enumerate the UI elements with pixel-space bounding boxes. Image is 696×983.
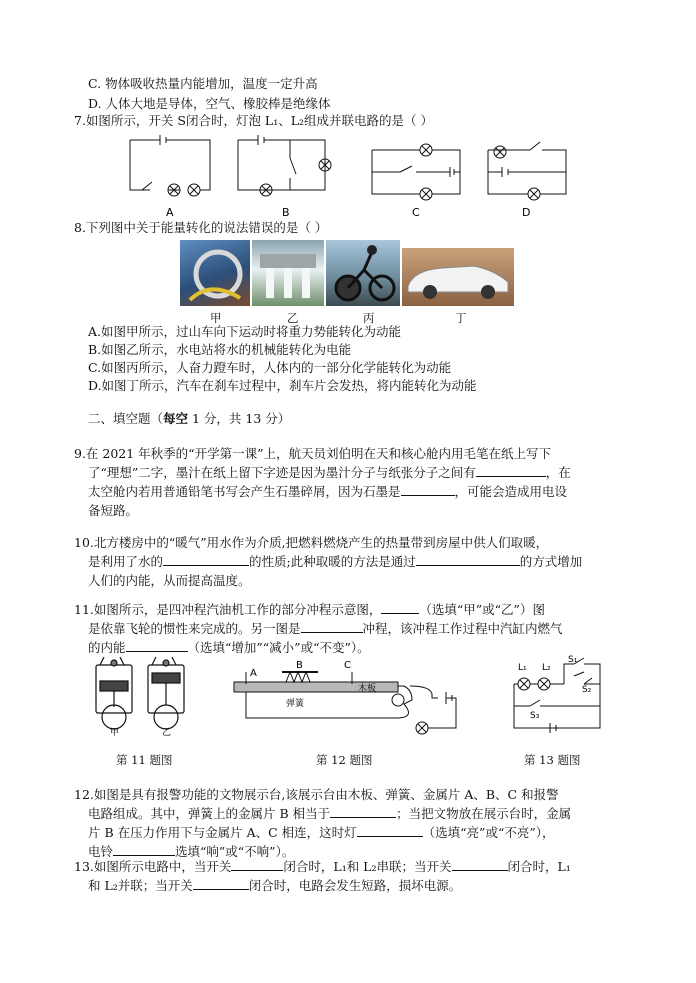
answer-blank[interactable] bbox=[381, 601, 419, 614]
answer-blank[interactable] bbox=[452, 858, 508, 871]
q11-text-d: 冲程，该冲程工作过程中汽缸内燃气 bbox=[362, 621, 563, 636]
answer-blank[interactable] bbox=[416, 553, 520, 566]
photo-label-jia: 甲 bbox=[210, 311, 222, 325]
section-2-bold: 每空 bbox=[163, 411, 189, 426]
hydropower-photo bbox=[252, 240, 324, 306]
question-9-line-2 bbox=[88, 464, 571, 481]
q12-text-f: 选填“响”或“不响”）。 bbox=[175, 844, 295, 859]
q12-text-e: 电铃 bbox=[88, 844, 114, 859]
answer-blank[interactable] bbox=[330, 805, 396, 818]
q12-text-a: 电路组成。其中，弹簧上的金属片 B 相当于 bbox=[88, 806, 331, 821]
answer-blank[interactable] bbox=[231, 858, 283, 871]
q13-text-d: 和 L₂并联；当开关 bbox=[88, 878, 193, 893]
q11-text-e: 的内能 bbox=[88, 640, 126, 655]
q10-text-c: 的方式增加 bbox=[519, 554, 583, 569]
question-11-line-1 bbox=[74, 601, 545, 618]
q11-text-f: （选填“增加”“减小”或“不变”）。 bbox=[187, 640, 370, 655]
q9-text-a: 了“理想”二字，墨汁在纸上留下字迹是因为墨汁分子与纸张分子之间有 bbox=[88, 465, 476, 480]
question-11-line-2 bbox=[88, 620, 563, 637]
q11-text-c: 是依靠飞轮的惯性来完成的。另一图是 bbox=[88, 621, 301, 636]
q13-text-a: 13.如图所示电路中，当开关 bbox=[74, 859, 232, 874]
engine-stroke-figure bbox=[88, 655, 200, 737]
question-10-line-2 bbox=[88, 553, 582, 570]
circuit-label-a: A bbox=[166, 206, 174, 219]
question-8-option-b: B.如图乙所示，水电站将水的机械能转化为电能 bbox=[88, 342, 352, 357]
question-13-line-1 bbox=[74, 858, 571, 875]
car-photo bbox=[402, 248, 514, 306]
question-12-line-1: 12.如图是具有报警功能的文物展示台,该展示台由木板、弹簧、金属片 A、B、C 和报警 bbox=[74, 787, 559, 802]
q12-text-d: （选填“亮”或“不亮”）， bbox=[422, 825, 555, 840]
q9-text-d: ，可能会造成用电设 bbox=[454, 484, 568, 499]
question-7-circuits bbox=[120, 130, 580, 222]
question-9-line-1: 9.在 2021 年秋季的“开学第一课”上，航天员刘伯明在天和核心舱内用毛笔在纸上写下 bbox=[74, 446, 551, 461]
q10-text-a: 是利用了水的 bbox=[88, 554, 164, 569]
answer-blank[interactable] bbox=[113, 843, 175, 856]
option-c: C. 物体吸收热量内能增加，温度一定升高 bbox=[88, 76, 318, 91]
figure-11-caption: 第 11 题图 bbox=[116, 753, 173, 767]
answer-blank[interactable] bbox=[193, 877, 249, 890]
question-8-option-c: C.如图丙所示，人奋力蹬车时，人体内的一部分化学能转化为动能 bbox=[88, 360, 452, 375]
section-2-heading bbox=[88, 410, 290, 427]
q10-text-b: 的性质;此种取暖的方法是通过 bbox=[249, 554, 416, 569]
engine-label-yi: 乙 bbox=[162, 728, 172, 737]
figure-12-caption: 第 12 题图 bbox=[316, 753, 373, 767]
q11-text-a: 11.如图所示，是四冲程汽油机工作的部分冲程示意图， bbox=[74, 602, 382, 617]
section-2-rest: 1 分，共 13 分） bbox=[188, 411, 291, 426]
answer-blank[interactable] bbox=[357, 824, 423, 837]
fig13-label-l2: L₂ bbox=[542, 663, 551, 673]
fig13-label-s3: S₃ bbox=[530, 711, 540, 721]
circuit-label-c: C bbox=[412, 206, 420, 219]
photo-label-ding: 丁 bbox=[455, 311, 467, 325]
question-11-line-3 bbox=[88, 639, 370, 656]
photo-label-bing: 丙 bbox=[363, 311, 375, 325]
q9-text-b: ，在 bbox=[545, 465, 571, 480]
circuit-label-d: D bbox=[522, 206, 531, 219]
answer-blank[interactable] bbox=[301, 620, 363, 633]
question-13-line-2 bbox=[88, 877, 461, 894]
fig12-label-c: C bbox=[344, 660, 351, 671]
fig13-label-s2: S₂ bbox=[582, 685, 592, 695]
roller-coaster-photo bbox=[180, 240, 250, 306]
q13-text-b: 闭合时，L₁和 L₂串联；当开关 bbox=[283, 859, 452, 874]
fig13-label-l1: L₁ bbox=[518, 663, 527, 673]
question-9-line-3 bbox=[88, 483, 567, 500]
answer-blank[interactable] bbox=[476, 464, 546, 477]
q11-text-b: （选填“甲”或“乙”）图 bbox=[419, 602, 545, 617]
fig13-label-s1: S₁ bbox=[568, 655, 578, 665]
question-8-option-a: A.如图甲所示，过山车向下运动时将重力势能转化为动能 bbox=[88, 324, 402, 339]
q13-text-c: 闭合时，L₁ bbox=[507, 859, 571, 874]
section-2-title: 二、填空题（ bbox=[88, 411, 164, 426]
figure-13-caption: 第 13 题图 bbox=[524, 753, 581, 767]
question-10-line-1: 10.北方楼房中的“暖气”用水作为介质,把燃料燃烧产生的热量带到房屋中供人们取暖， bbox=[74, 535, 549, 550]
fig12-label-b: B bbox=[296, 660, 303, 671]
q12-text-c: 片 B 在压力作用下与金属片 A、C 相连，这时灯 bbox=[88, 825, 357, 840]
cyclist-photo bbox=[326, 240, 400, 306]
question-8-stem: 8.下列图中关于能量转化的说法错误的是（ ） bbox=[74, 220, 328, 235]
circuit-label-b: B bbox=[282, 206, 290, 219]
fig12-label-a: A bbox=[250, 668, 257, 679]
alarm-stand-figure bbox=[226, 658, 474, 738]
q13-text-e: 闭合时，电路会发生短路，损坏电源。 bbox=[248, 878, 462, 893]
answer-blank[interactable] bbox=[126, 639, 188, 652]
photo-label-yi: 乙 bbox=[287, 311, 299, 325]
question-9-line-4: 备短路。 bbox=[88, 503, 139, 518]
fig12-label-spring: 弹簧 bbox=[286, 699, 305, 709]
q12-text-b: ；当把文物放在展示台时，金属 bbox=[396, 806, 572, 821]
question-8-option-d: D.如图丁所示，汽车在刹车过程中，刹车片会发热，将内能转化为动能 bbox=[88, 378, 477, 393]
fig12-label-board: 木板 bbox=[358, 684, 377, 694]
question-7-stem: 7.如图所示，开关 S闭合时，灯泡 L₁、L₂组成并联电路的是（ ） bbox=[74, 113, 434, 128]
question-12-line-2 bbox=[88, 805, 571, 822]
switch-lamp-figure bbox=[502, 650, 612, 736]
engine-label-jia: 甲 bbox=[110, 728, 120, 737]
q9-text-c: 太空舱内若用普通铅笔书写会产生石墨碎屑，因为石墨是 bbox=[88, 484, 401, 499]
question-10-line-3: 人们的内能，从而提高温度。 bbox=[88, 573, 251, 588]
answer-blank[interactable] bbox=[401, 483, 455, 496]
answer-blank[interactable] bbox=[163, 553, 249, 566]
question-12-line-3 bbox=[88, 824, 554, 841]
option-d: D. 人体大地是导体，空气、橡胶棒是绝缘体 bbox=[88, 96, 331, 111]
